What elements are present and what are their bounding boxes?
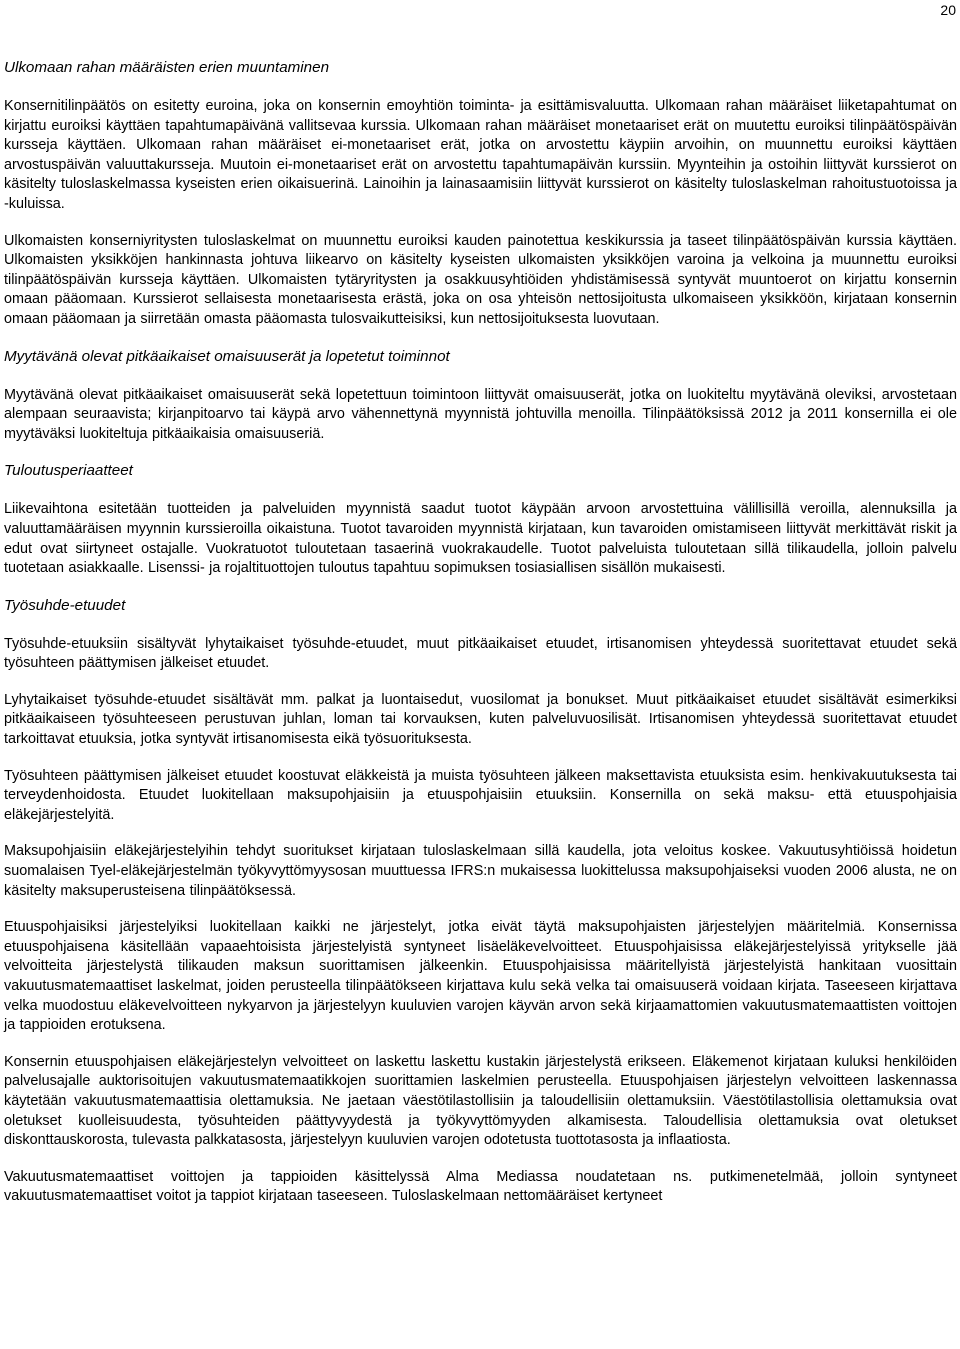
- paragraph: Työsuhteen päättymisen jälkeiset etuudet koostuvat eläkkeistä ja muista työsuhteen jälkeen maksettavista etuuksista esim. henkivakuutuksesta tai terveydenhoidosta. Etuudet luokitellaan maksupohjaisiin ja etuuspohjaisiin etuuksiin. Konsernilla on sekä maksu- että etuuspohjaisia eläkejärjestelyitä.: [4, 767, 957, 823]
- paragraph: Vakuutusmatemaattiset voittojen ja tappioiden käsittelyssä Alma Mediassa noudatetaan ns. putkimenetelmää, jolloin syntyneet vakuutusmatemaattiset voitot ja tappiot kirjataan taseeseen. Tuloslaskelmaan nettomääräiset kertyneet: [4, 1168, 957, 1205]
- section-heading-held-for-sale: Myytävänä olevat pitkäaikaiset omaisuuserät ja lopetetut toiminnot: [4, 347, 450, 365]
- page-number: 20: [940, 2, 956, 18]
- paragraph: Etuuspohjaisiksi järjestelyiksi luokitellaan kaikki ne järjestelyt, jotka eivät täytä maksupohjaisten järjestelyjen määritelmiä. Konsernissa etuuspohjaisena käsitellään vapaaehtoisista järjestelyistä syntyneet lisäeläkevelvoitteet. Etuuspohjaisissa eläkejärjestelyissä yritykselle jää velvoitteita järjestelystä tilikauden maksun suorittamisen jälkeenkin. Etuuspohjaisissa määritellyistä järjestelyistä hankitaan vuosittain vakuutusmatemaattiset laskelmat, joiden perusteella tilinpäätökseen kirjattava kulu sekä velka tai omaisuuserä voidaan kirjata. Taseeseen kirjattava velka muodostuu eläkevelvoitteen nykyarvon ja järjestelyyn kuuluvien varojen käyvän arvon sekä kirjaamattomien vakuutusmatemaattisten voittojen ja tappioiden erotuksena.: [4, 919, 957, 1034]
- section-heading-revenue-recognition: Tuloutusperiaatteet: [4, 462, 133, 480]
- section-heading-employee-benefits: Työsuhde-etuudet: [4, 596, 126, 614]
- paragraph: Myytävänä olevat pitkäaikaiset omaisuuserät sekä lopetettuun toimintoon liittyvät omaisuuserät, jotka on luokiteltu myytävänä oleviksi, arvostetaan alempaan seuraavista; kirjanpitoarvo tai käypä arvo vähennettynä myynnistä johtuvilla menoilla. Tilinpäätöksissä 2012 ja 2011 konsernilla ei ole myytäväksi luokiteltuja pitkäaikaisia omaisuuseriä.: [4, 386, 957, 442]
- paragraph: Maksupohjaisiin eläkejärjestelyihin tehdyt suoritukset kirjataan tuloslaskelmaan sillä kaudella, jota veloitus koskee. Vakuutusyhtiöissä hoidetun suomalaisen Tyel-eläkejärjestelmän työkyvyttömyysosan muuttuessa IFRS:n mukaisessa luokittelussa maksupohjaiseksi vuoden 2006 alusta, ne on käsitelty maksuperusteisena tilinpäätöksessä.: [4, 843, 957, 899]
- paragraph: Liikevaihtona esitetään tuotteiden ja palveluiden myynnistä saadut tuotot käypään arvoon arvostettuina välillisillä veroilla, alennuksilla ja valuuttamääräisen myynnin kurssieroilla oikaistuna. Tuotot tavaroiden myynnistä kirjataan, kun tavaroiden omistamiseen liittyvät merkittävät riskit ja edut ovat siirtyneet ostajalle. Vuokratuotot tuloutetaan tasaerinä vuokrakaudelle. Tuotot palveluista tuloutetaan sillä tilikaudella, jolloin palvelu tuotetaan asiakkaalle. Lisenssi- ja rojaltituottojen tuloutus tapahtuu sopimuksen tosiasiallisen sisällön mukaisesti.: [4, 501, 957, 577]
- paragraph: Työsuhde-etuuksiin sisältyvät lyhytaikaiset työsuhde-etuudet, muut pitkäaikaiset etuudet, irtisanomisen yhteydessä suoritettavat etuudet sekä työsuhteen päättymisen jälkeiset etuudet.: [4, 635, 957, 672]
- paragraph: Konsernitilinpäätös on esitetty euroina, joka on konsernin emoyhtiön toiminta- ja esittämisvaluutta. Ulkomaan rahan määräiset liiketapahtumat on kirjattu euroiksi käyttäen tapahtumapäivänä vallitsevaa kurssia. Ulkomaan rahan määräiset monetaariset erät on muutettu euroiksi tilinpäätöspäivän kursseja käyttäen. Ulkomaan rahan määräiset ei-monetaariset erät, jotka on arvostettu käypiin arvoihin, on muunnettu euroiksi käyttäen arvostuspäivän valuuttakursseja. Muutoin ei-monetaariset erät on arvostettu tapahtumapäivän kurssiin. Myynteihin ja ostoihin liittyvät kurssierot on käsitelty tuloslaskelmassa kyseisten erien oikaisuerinä. Lainoihin ja lainasaamisiin liittyvät kurssierot on käsitelty tuloslaskelman rahoitustuotoissa ja -kuluissa.: [4, 98, 957, 212]
- document-body: [4, 58, 957, 1224]
- paragraph: Konsernin etuuspohjaisen eläkejärjestelyn velvoitteet on laskettu laskettu kustakin järjestelystä erikseen. Eläkemenot kirjataan kuluksi henkilöiden palvelusajalle auktorisoitujen vakuutusmatemaatikkojen suorittamien laskelmien perusteella. Etuuspohjaisen järjestelyn velvoitteen laskennassa käytetään vakuutusmatemaattisia olettamuksia. Ne jaetaan väestötilastollisiin ja taloudellisiin olettamuksiin. Väestötilastollisia olettamuksia ovat oletukset kuolleisuudesta, työsuhteiden päättyvyydestä ja työkyvyttömyyden alkamisesta. Taloudellisia olettamuksia ovat oletukset diskonttauskorosta, tulevasta palkkatasosta, järjestelyyn kuuluvien varojen odotetusta tuottotasosta ja inflaatiosta.: [4, 1053, 957, 1149]
- paragraph: Ulkomaisten konserniyritysten tuloslaskelmat on muunnettu euroiksi kauden painotettua keskikurssia ja taseet tilinpäätöspäivän kurssia käyttäen. Ulkomaisten yksikköjen hankinnasta johtuva liikearvo on käsitelty kyseisten ulkomaisten yksikköjen varoina ja velkoina ja muunnettu euroiksi tilinpäätöspäivän kursseja käyttäen. Ulkomaisten tytäryritysten ja osakkuusyhtiöiden yhdistämisessä syntyvät muuntoerot on kirjattu konsernin omaan pääomaan. Kurssierot sellaisesta monetaarisesta erästä, joka on osa yhteisön nettosijoitusta ulkomaiseen yksikköön, kirjataan konsernin omaan pääomaan ja siirretään omasta pääomasta tulosvaikutteisiksi, kun nettosijoituksesta luovutaan.: [4, 232, 957, 327]
- section-heading-currency: Ulkomaan rahan määräisten erien muuntaminen: [4, 59, 330, 76]
- paragraph: Lyhytaikaiset työsuhde-etuudet sisältävät mm. palkat ja luontaisedut, vuosilomat ja bonukset. Muut pitkäaikaiset etuudet sisältävät esimerkiksi pitkäaikaiseen työsuhteeseen perustuvan juhlan, loman tai korvauksen, kuten palveluvuosilisät. Irtisanomisen yhteydessä suoritettavat etuudet tarkoittavat etuuksia, jotka syntyvät irtisanomisesta eikä työsuorituksesta.: [4, 691, 957, 748]
